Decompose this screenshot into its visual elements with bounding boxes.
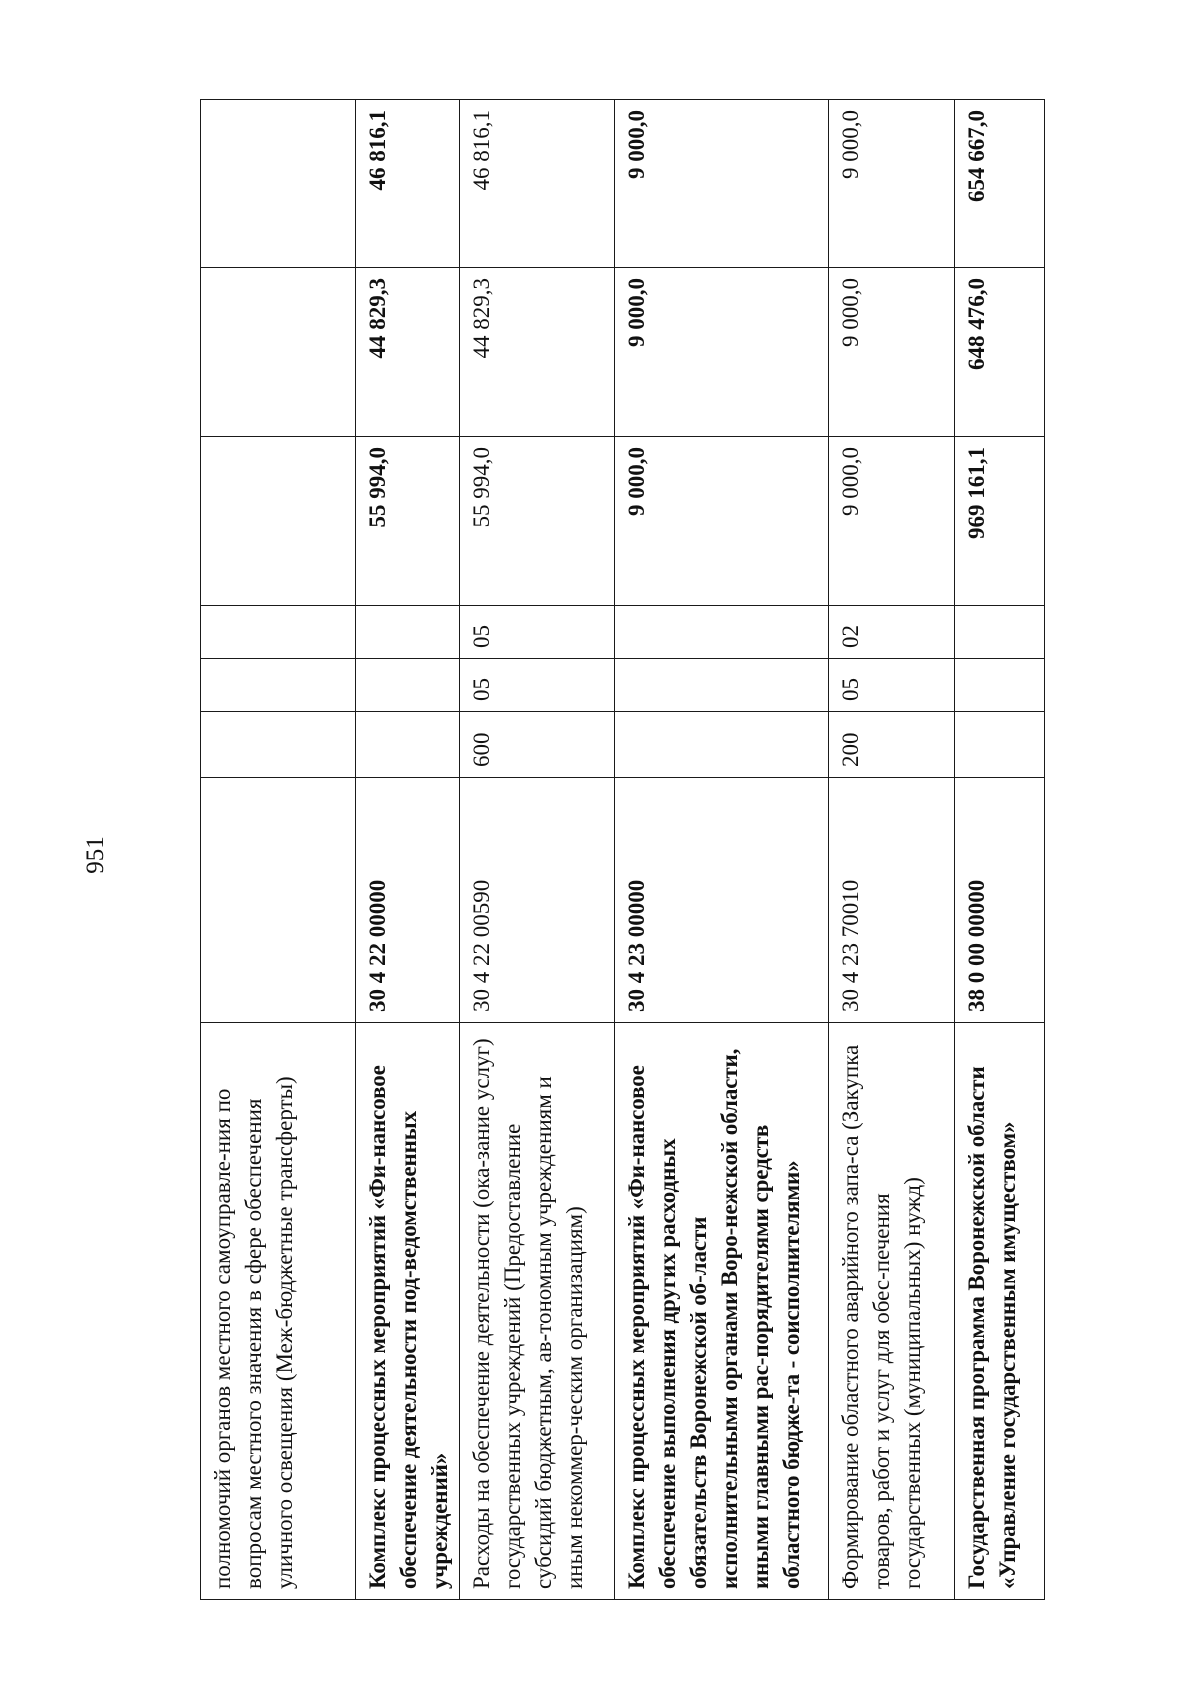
value-year2-cell: 648 476,0: [955, 268, 1045, 437]
budget-table: [200, 99, 1045, 1600]
pr-code-cell: [955, 606, 1045, 659]
csr-code-cell: 30 4 23 70010: [829, 778, 955, 1023]
csr-code-cell: 30 4 22 00000: [356, 778, 460, 1023]
value-year3-cell: 46 816,1: [356, 100, 460, 268]
pr-code-cell: [615, 606, 829, 659]
value-year3-cell: 46 816,1: [460, 100, 615, 268]
csr-code-cell: [201, 778, 356, 1023]
rz-code-cell: [201, 659, 356, 712]
pr-code-cell: 02: [829, 606, 955, 659]
value-year2-cell: [201, 268, 356, 437]
table-row: [460, 100, 615, 1600]
rz-code-cell: [615, 659, 829, 712]
csr-code-cell: 38 0 00 00000: [955, 778, 1045, 1023]
table-row: [955, 100, 1045, 1600]
value-year1-cell: 9 000,0: [615, 437, 829, 606]
table-row: [356, 100, 460, 1600]
rz-code-cell: 05: [829, 659, 955, 712]
vr-code-cell: [615, 712, 829, 778]
pr-code-cell: [356, 606, 460, 659]
row-name-cell: Комплекс процессных мероприятий «Фи-нансовое обеспечение деятельности под-ведомственных учреждений»: [356, 1023, 460, 1600]
row-name-cell: полномочий органов местного самоуправле-ния по вопросам местного значения в сфере обеспечения уличного освещения (Меж-бюджетные трансферты): [201, 1023, 356, 1600]
vr-code-cell: [356, 712, 460, 778]
rotated-table-container: [200, 100, 1030, 1600]
value-year3-cell: 9 000,0: [615, 100, 829, 268]
row-name-cell: Государственная программа Воронежской области «Управление государственным имуществом»: [955, 1023, 1045, 1600]
value-year1-cell: 55 994,0: [356, 437, 460, 606]
rz-code-cell: 05: [460, 659, 615, 712]
vr-code-cell: 200: [829, 712, 955, 778]
vr-code-cell: [201, 712, 356, 778]
value-year3-cell: [201, 100, 356, 268]
pr-code-cell: [201, 606, 356, 659]
page-number: 951: [82, 836, 109, 874]
value-year1-cell: 9 000,0: [829, 437, 955, 606]
rz-code-cell: [955, 659, 1045, 712]
table-row: [201, 100, 356, 1600]
csr-code-cell: 30 4 22 00590: [460, 778, 615, 1023]
table-row: [829, 100, 955, 1600]
vr-code-cell: [955, 712, 1045, 778]
row-name-cell: Комплекс процессных мероприятий «Фи-нансовое обеспечение выполнения других расходных обязательств Воронежской об-ласти исполнительными органами Воро-нежской области, иными главными рас-порядителями средств областного бюдже-та - соисполнителями»: [615, 1023, 829, 1600]
value-year1-cell: [201, 437, 356, 606]
row-name-cell: Расходы на обеспечение деятельности (ока-зание услуг) государственных учреждений (Предоставление субсидий бюджетным, ав-тономным учреждениям и иным некоммер-ческим организациям): [460, 1023, 615, 1600]
value-year2-cell: 44 829,3: [460, 268, 615, 437]
table-row: [615, 100, 829, 1600]
value-year2-cell: 44 829,3: [356, 268, 460, 437]
value-year3-cell: 9 000,0: [829, 100, 955, 268]
csr-code-cell: 30 4 23 00000: [615, 778, 829, 1023]
rz-code-cell: [356, 659, 460, 712]
value-year2-cell: 9 000,0: [615, 268, 829, 437]
value-year1-cell: 969 161,1: [955, 437, 1045, 606]
row-name-cell: Формирование областного аварийного запа-са (Закупка товаров, работ и услуг для обес-печения государственных (муниципальных) нужд): [829, 1023, 955, 1600]
pr-code-cell: 05: [460, 606, 615, 659]
value-year1-cell: 55 994,0: [460, 437, 615, 606]
value-year2-cell: 9 000,0: [829, 268, 955, 437]
value-year3-cell: 654 667,0: [955, 100, 1045, 268]
vr-code-cell: 600: [460, 712, 615, 778]
